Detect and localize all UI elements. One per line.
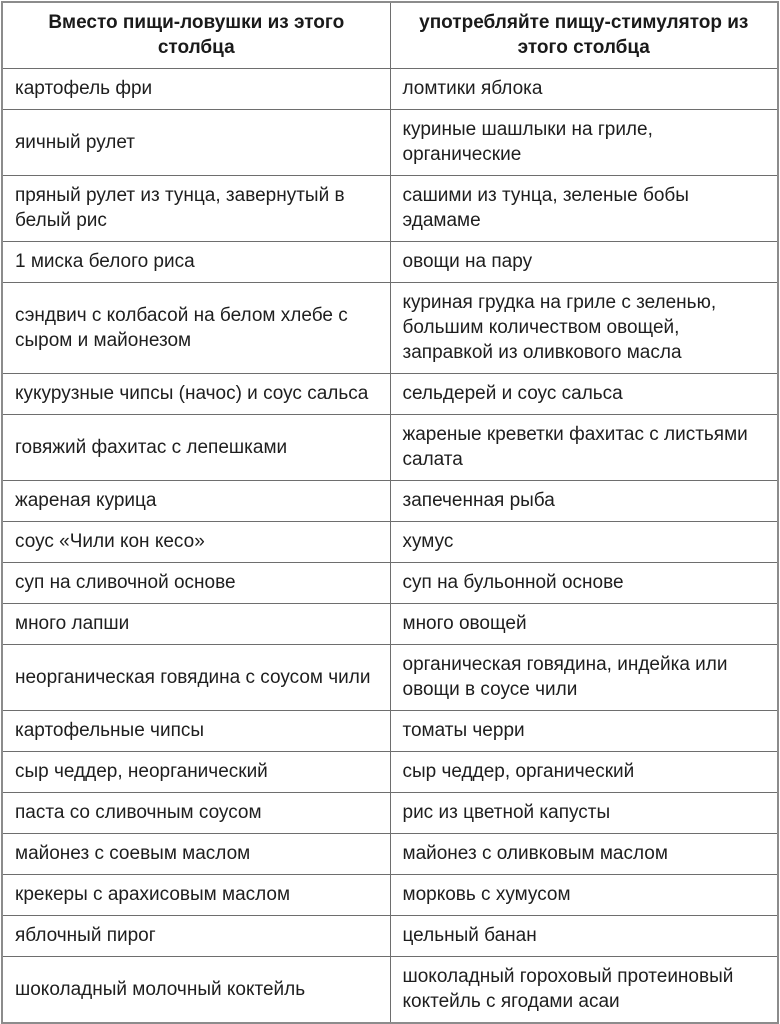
table-row <box>2 752 778 793</box>
stimulant-food-cell: органическая говядина, индейка или овощи в соусе чили <box>390 645 778 711</box>
trap-food-cell: паста со сливочным соусом <box>2 793 390 834</box>
trap-food-cell: соус «Чили кон кесо» <box>2 522 390 563</box>
table-row <box>2 793 778 834</box>
stimulant-food-cell: куриная грудка на гриле с зеленью, большим количеством овощей, заправкой из оливкового масла <box>390 283 778 374</box>
table-row <box>2 481 778 522</box>
stimulant-food-cell: овощи на пару <box>390 242 778 283</box>
stimulant-food-column-header: употребляйте пищу-стимулятор из этого столбца <box>390 2 778 69</box>
table-body <box>2 69 778 1024</box>
trap-food-cell: майонез с соевым маслом <box>2 834 390 875</box>
trap-food-cell: сэндвич с колбасой на белом хлебе с сыром и майонезом <box>2 283 390 374</box>
table-row <box>2 711 778 752</box>
stimulant-food-cell: куриные шашлыки на гриле, органические <box>390 110 778 176</box>
trap-food-cell: пряный рулет из тунца, завернутый в белый рис <box>2 176 390 242</box>
stimulant-food-cell: много овощей <box>390 604 778 645</box>
stimulant-food-cell: цельный банан <box>390 916 778 957</box>
table-row <box>2 957 778 1024</box>
trap-food-cell: неорганическая говядина с соусом чили <box>2 645 390 711</box>
trap-food-column-header: Вместо пищи-ловушки из этого столбца <box>2 2 390 69</box>
table-row <box>2 522 778 563</box>
table-row <box>2 875 778 916</box>
trap-food-cell: крекеры с арахисовым маслом <box>2 875 390 916</box>
stimulant-food-cell: майонез с оливковым маслом <box>390 834 778 875</box>
table-row <box>2 283 778 374</box>
trap-food-cell: картофельные чипсы <box>2 711 390 752</box>
table-row <box>2 176 778 242</box>
table-row <box>2 645 778 711</box>
stimulant-food-cell: рис из цветной капусты <box>390 793 778 834</box>
stimulant-food-cell: шоколадный гороховый протеиновый коктейль с ягодами асаи <box>390 957 778 1024</box>
stimulant-food-cell: сашими из тунца, зеленые бобы эдамаме <box>390 176 778 242</box>
stimulant-food-cell: суп на бульонной основе <box>390 563 778 604</box>
stimulant-food-cell: запеченная рыба <box>390 481 778 522</box>
header-row <box>2 2 778 69</box>
table-row <box>2 415 778 481</box>
stimulant-food-cell: сыр чеддер, органический <box>390 752 778 793</box>
table-row <box>2 563 778 604</box>
stimulant-food-cell: жареные креветки фахитас с листьями салата <box>390 415 778 481</box>
table-row <box>2 834 778 875</box>
trap-food-cell: суп на сливочной основе <box>2 563 390 604</box>
trap-food-cell: картофель фри <box>2 69 390 110</box>
table-row <box>2 374 778 415</box>
stimulant-food-cell: хумус <box>390 522 778 563</box>
trap-food-cell: жареная курица <box>2 481 390 522</box>
stimulant-food-cell: сельдерей и соус сальса <box>390 374 778 415</box>
trap-food-cell: кукурузные чипсы (начос) и соус сальса <box>2 374 390 415</box>
stimulant-food-cell: ломтики яблока <box>390 69 778 110</box>
trap-food-cell: 1 миска белого риса <box>2 242 390 283</box>
trap-food-cell: говяжий фахитас с лепешками <box>2 415 390 481</box>
table-row <box>2 110 778 176</box>
table-row <box>2 604 778 645</box>
trap-food-cell: яблочный пирог <box>2 916 390 957</box>
food-swap-table <box>1 1 779 1024</box>
trap-food-cell: шоколадный молочный коктейль <box>2 957 390 1024</box>
table-row <box>2 242 778 283</box>
stimulant-food-cell: морковь с хумусом <box>390 875 778 916</box>
trap-food-cell: яичный рулет <box>2 110 390 176</box>
table-row <box>2 69 778 110</box>
trap-food-cell: сыр чеддер, неорганический <box>2 752 390 793</box>
table-row <box>2 916 778 957</box>
trap-food-cell: много лапши <box>2 604 390 645</box>
stimulant-food-cell: томаты черри <box>390 711 778 752</box>
